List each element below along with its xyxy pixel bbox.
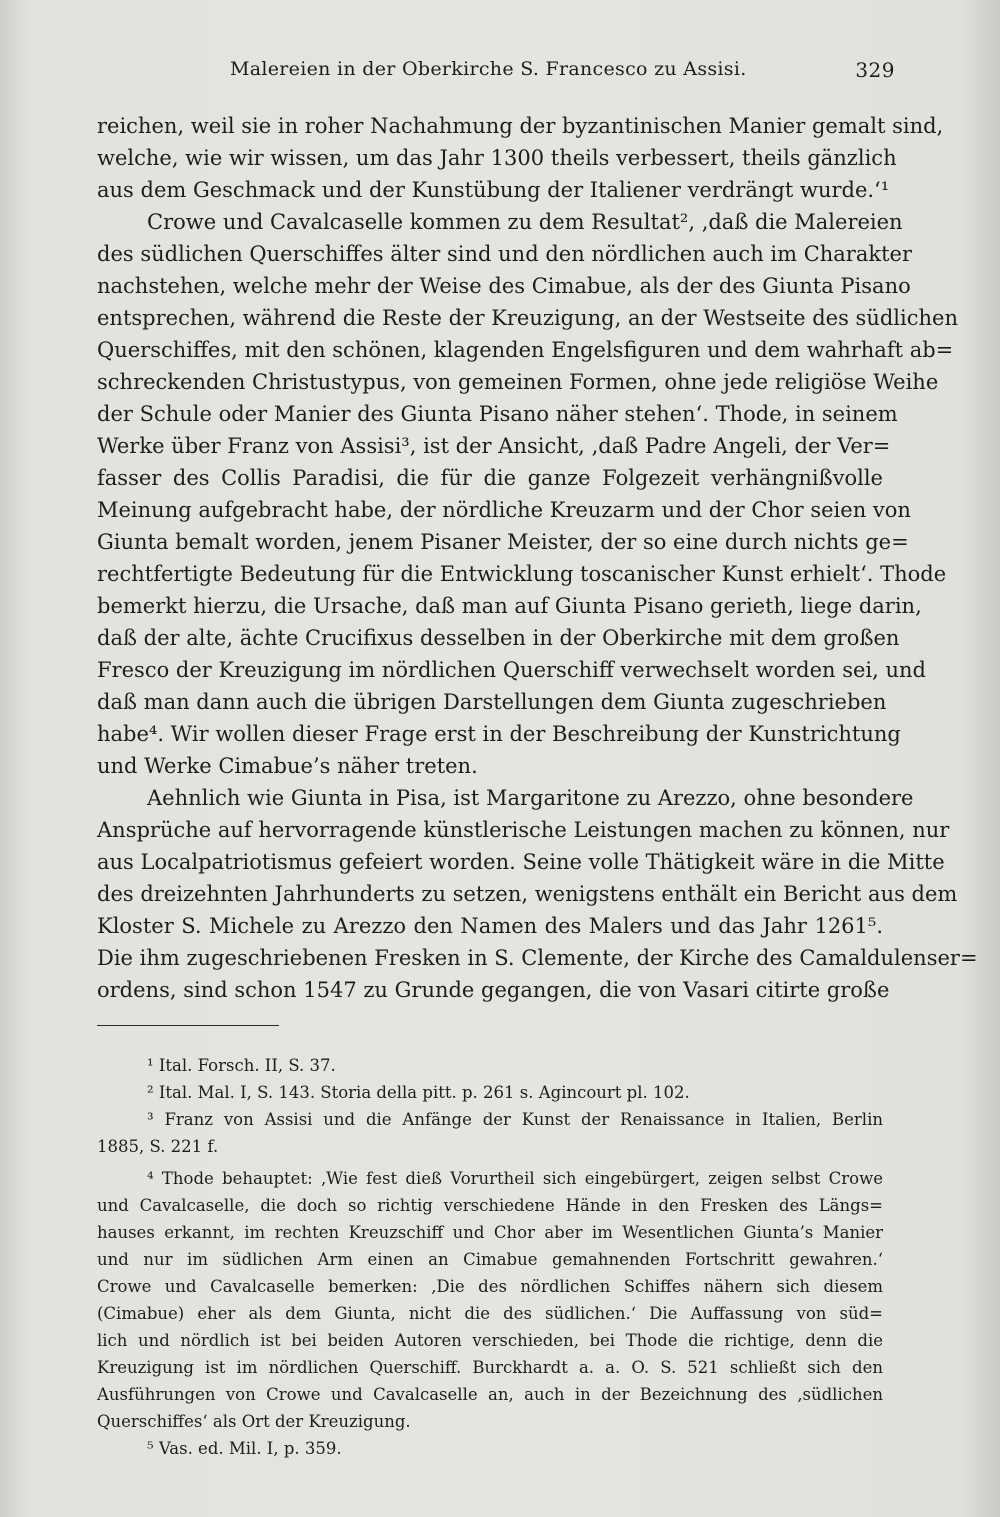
footnote-line: und Cavalcaselle, die doch so richtig verschiedene Hände in den Fresken des Längs= — [97, 1196, 883, 1215]
text-line: rechtfertigte Bedeutung für die Entwicklung toscanischer Kunst erhielt‘. Thode — [97, 562, 947, 586]
footnote-line: Crowe und Cavalcaselle bemerken: ‚Die des nördlichen Schiffes nähern sich diesem — [97, 1277, 883, 1296]
text-line: reichen, weil sie in roher Nachahmung der byzantinischen Manier gemalt sind, — [97, 114, 944, 138]
footnote-line: Ausführungen von Crowe und Cavalcaselle an, auch in der Bezeichnung des ‚südlichen — [97, 1385, 883, 1404]
text-line: habe⁴. Wir wollen dieser Frage erst in der Beschreibung der Kunstrichtung — [97, 722, 901, 746]
text-line: Ansprüche auf hervorragende künstlerische Leistungen machen zu können, nur — [97, 818, 950, 842]
text-line: aus Localpatriotismus gefeiert worden. Seine volle Thätigkeit wäre in die Mitte — [97, 850, 945, 874]
footnote-line: (Cimabue) eher als dem Giunta, nicht die des südlichen.‘ Die Auffassung von süd= — [97, 1304, 883, 1323]
running-title: Malereien in der Oberkirche S. Francesco zu Assisi. — [230, 58, 747, 80]
text-line: Die ihm zugeschriebenen Fresken in S. Clemente, der Kirche des Camaldulenser= — [97, 946, 978, 970]
footnote-line: Kreuzigung ist im nördlichen Querschiff. Burckhardt a. a. O. S. 521 schließt sich den — [97, 1358, 883, 1377]
footnote-line: und nur im südlichen Arm einen an Cimabue gemahnenden Fortschritt gewahren.‘ — [97, 1250, 883, 1269]
footnote-line: ² Ital. Mal. I, S. 143. Storia della pitt. p. 261 s. Agincourt pl. 102. — [147, 1083, 690, 1102]
text-line: aus dem Geschmack und der Kunstübung der Italiener verdrängt wurde.‘¹ — [97, 178, 890, 202]
page-number: 329 — [855, 58, 895, 82]
footnote-line: 1885, S. 221 f. — [97, 1137, 219, 1156]
footnotes — [97, 1052, 883, 1462]
footnote-line: ¹ Ital. Forsch. II, S. 37. — [147, 1056, 336, 1075]
page-header — [90, 58, 895, 88]
text-line: Meinung aufgebracht habe, der nördliche Kreuzarm und der Chor seien von — [97, 498, 911, 522]
main-text — [97, 110, 978, 1006]
text-line: Fresco der Kreuzigung im nördlichen Querschiff verwechselt worden sei, und — [97, 658, 926, 682]
footnote-line: ⁵ Vas. ed. Mil. I, p. 359. — [147, 1439, 342, 1458]
text-line: welche, wie wir wissen, um das Jahr 1300 theils verbessert, theils gänzlich — [97, 146, 897, 170]
text-line: Kloster S. Michele zu Arezzo den Namen des Malers und das Jahr 1261⁵. — [97, 914, 883, 938]
text-line: Aehnlich wie Giunta in Pisa, ist Margaritone zu Arezzo, ohne besondere — [147, 786, 914, 810]
footnote-line: ³ Franz von Assisi und die Anfänge der Kunst der Renaissance in Italien, Berlin — [147, 1110, 883, 1129]
footnote-line: Querschiffes‘ als Ort der Kreuzigung. — [97, 1412, 411, 1431]
text-line: ordens, sind schon 1547 zu Grunde gegangen, die von Vasari citirte große — [97, 978, 890, 1002]
text-line: Giunta bemalt worden, jenem Pisaner Meister, der so eine durch nichts ge= — [97, 530, 909, 554]
text-line: schreckenden Christustypus, von gemeinen Formen, ohne jede religiöse Weihe — [97, 370, 939, 394]
text-line: Werke über Franz von Assisi³, ist der Ansicht, ‚daß Padre Angeli, der Ver= — [97, 434, 891, 458]
text-line: des dreizehnten Jahrhunderts zu setzen, wenigstens enthält ein Bericht aus dem — [97, 882, 958, 906]
text-line: der Schule oder Manier des Giunta Pisano näher stehen‘. Thode, in seinem — [97, 402, 898, 426]
text-line: entsprechen, während die Reste der Kreuzigung, an der Westseite des südlichen — [97, 306, 958, 330]
text-line: nachstehen, welche mehr der Weise des Cimabue, als der des Giunta Pisano — [97, 274, 911, 298]
text-line: fasser des Collis Paradisi, die für die ganze Folgezeit verhängnißvolle — [97, 466, 883, 490]
footnote-line: ⁴ Thode behauptet: ‚Wie fest dieß Vorurtheil sich eingebürgert, zeigen selbst Crowe — [147, 1169, 883, 1188]
text-line: Querschiffes, mit den schönen, klagenden Engelsfiguren und dem wahrhaft ab= — [97, 338, 954, 362]
text-line: des südlichen Querschiffes älter sind und den nördlichen auch im Charakter — [97, 242, 913, 266]
footnote-line: lich und nördlich ist bei beiden Autoren verschieden, bei Thode die richtige, denn die — [97, 1331, 883, 1350]
text-line: Crowe und Cavalcaselle kommen zu dem Resultat², ‚daß die Malereien — [147, 210, 903, 234]
text-line: und Werke Cimabue’s näher treten. — [97, 754, 478, 778]
text-line: bemerkt hierzu, die Ursache, daß man auf Giunta Pisano gerieth, liege darin, — [97, 594, 922, 618]
footnote-divider — [97, 1025, 279, 1026]
footnote-line: hauses erkannt, im rechten Kreuzschiff und Chor aber im Wesentlichen Giunta’s Manier — [97, 1223, 883, 1242]
text-line: daß der alte, ächte Crucifixus desselben in der Oberkirche mit dem großen — [97, 626, 900, 650]
text-line: daß man dann auch die übrigen Darstellungen dem Giunta zugeschrieben — [97, 690, 887, 714]
